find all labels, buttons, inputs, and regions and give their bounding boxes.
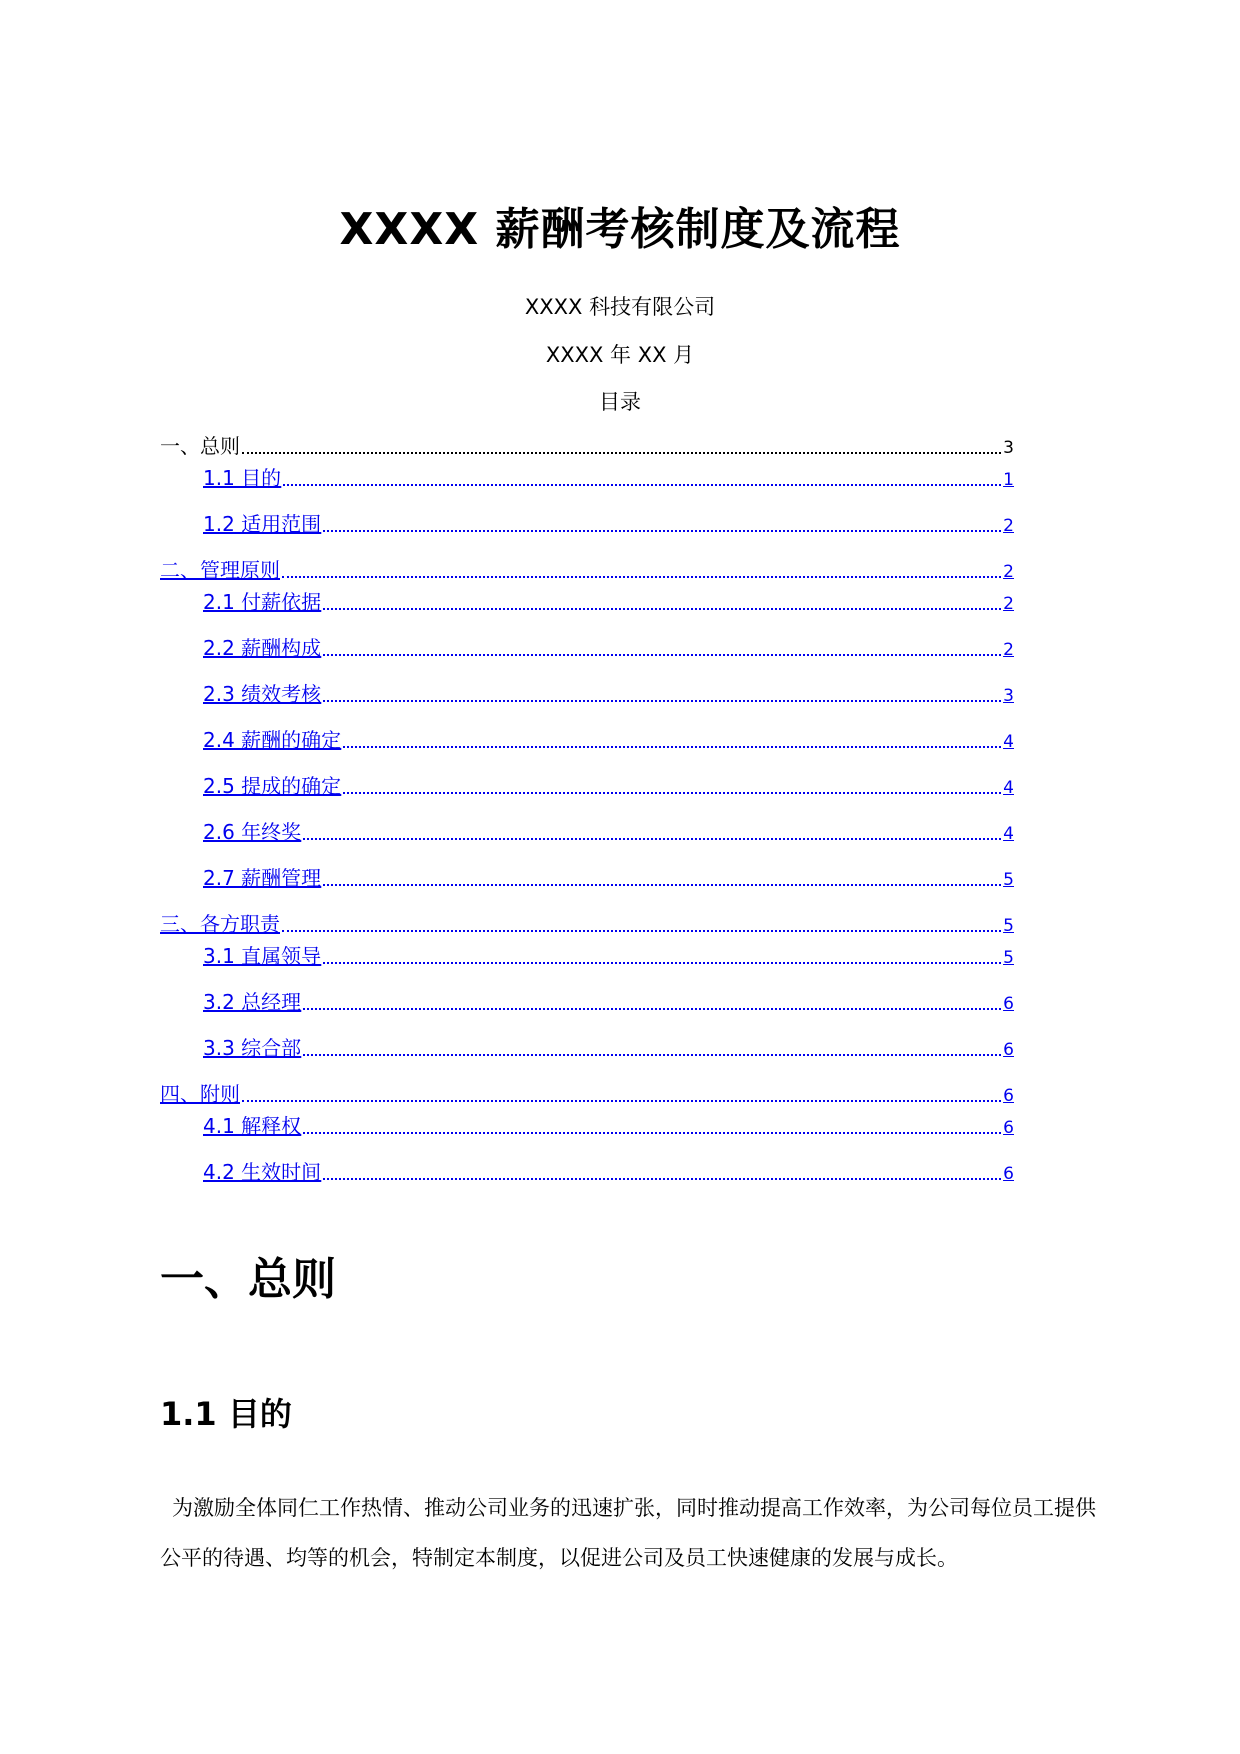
toc-entry-label: 二、管理原则 [160, 558, 280, 582]
toc-entry[interactable] [203, 588, 1014, 616]
toc-page-number: 3 [1003, 686, 1014, 706]
subsection-heading: 1.1 目的 [160, 1395, 292, 1433]
toc-entry[interactable] [203, 680, 1014, 708]
toc-dot-leader [242, 452, 1001, 454]
toc-dot-leader [323, 700, 1001, 702]
toc-page-number: 6 [1003, 1164, 1014, 1184]
toc-entry-label: 2.7 薪酬管理 [203, 866, 322, 890]
toc-entry[interactable] [160, 1080, 1014, 1108]
toc-page-number: 6 [1003, 1086, 1014, 1106]
toc-entry[interactable] [203, 726, 1014, 754]
toc-page-number: 4 [1003, 824, 1014, 844]
toc-entry[interactable] [203, 818, 1014, 846]
toc-dot-leader [283, 484, 1001, 486]
toc-page-number: 6 [1003, 1040, 1014, 1060]
toc-dot-leader [303, 1054, 1001, 1056]
toc-dot-leader [303, 1132, 1001, 1134]
toc-entry-label: 2.1 付薪依据 [203, 590, 322, 614]
toc-entry[interactable] [203, 634, 1014, 662]
toc-entry[interactable] [203, 510, 1014, 538]
toc-page-number: 5 [1003, 948, 1014, 968]
toc-entry[interactable] [203, 772, 1014, 800]
toc-entry-label: 3.1 直属领导 [203, 944, 322, 968]
toc-dot-leader [323, 530, 1001, 532]
toc-entry[interactable] [203, 988, 1014, 1016]
toc-page-number: 2 [1003, 562, 1014, 582]
toc-page-number: 1 [1003, 470, 1014, 490]
toc-page-number: 6 [1003, 1118, 1014, 1138]
toc-dot-leader [323, 654, 1001, 656]
toc-dot-leader [323, 962, 1001, 964]
toc-page-number: 3 [1003, 438, 1014, 458]
toc-dot-leader [303, 1008, 1001, 1010]
toc-page-number: 6 [1003, 994, 1014, 1014]
toc-page-number: 2 [1003, 640, 1014, 660]
toc-entry-label: 四、附则 [160, 1082, 240, 1106]
toc-entry [160, 432, 1014, 460]
toc-entry[interactable] [203, 1034, 1014, 1062]
toc-entry-label: 4.1 解释权 [203, 1114, 302, 1138]
toc-entry-label: 2.2 薪酬构成 [203, 636, 322, 660]
toc-entry[interactable] [203, 1112, 1014, 1140]
toc-entry-label: 4.2 生效时间 [203, 1160, 322, 1184]
toc-dot-leader [303, 838, 1001, 840]
toc-entry-label: 2.4 薪酬的确定 [203, 728, 342, 752]
toc-entry-label: 一、总则 [160, 434, 240, 458]
company-name: XXXX 科技有限公司 [524, 295, 716, 319]
toc-page-number: 2 [1003, 516, 1014, 536]
toc-entry-label: 三、各方职责 [160, 912, 280, 936]
toc-entry-label: 3.3 综合部 [203, 1036, 302, 1060]
toc-entry[interactable] [203, 464, 1014, 492]
toc-entry[interactable] [203, 1158, 1014, 1186]
toc-entry[interactable] [203, 864, 1014, 892]
toc-page-number: 4 [1003, 732, 1014, 752]
toc-entry-label: 1.1 目的 [203, 466, 282, 490]
toc-page-number: 5 [1003, 916, 1014, 936]
toc-entry-label: 2.5 提成的确定 [203, 774, 342, 798]
toc-entry[interactable] [160, 556, 1014, 584]
toc-dot-leader [282, 930, 1001, 932]
toc-heading: 目录 [599, 390, 641, 414]
toc-dot-leader [323, 1178, 1001, 1180]
body-paragraph: 为激励全体同仁工作热情、推动公司业务的迅速扩张，同时推动提高工作效率，为公司每位员工提供公平的待遇、均等的机会，特制定本制度，以促进公司及员工快速健康的发展与成长。 [160, 1496, 1096, 1570]
toc-entry-label: 2.3 绩效考核 [203, 682, 322, 706]
toc-page-number: 5 [1003, 870, 1014, 890]
toc-dot-leader [343, 792, 1001, 794]
toc-entry[interactable] [203, 942, 1014, 970]
section-heading: 一、总则 [160, 1254, 336, 1305]
toc-dot-leader [343, 746, 1001, 748]
toc-dot-leader [242, 1100, 1001, 1102]
toc-dot-leader [323, 608, 1001, 610]
toc-entry-label: 1.2 适用范围 [203, 512, 322, 536]
toc-dot-leader [323, 884, 1001, 886]
toc-entry[interactable] [160, 910, 1014, 938]
toc-entry-label: 3.2 总经理 [203, 990, 302, 1014]
toc-entry-label: 2.6 年终奖 [203, 820, 302, 844]
document-title: XXXX 薪酬考核制度及流程 [339, 204, 901, 255]
document-date: XXXX 年 XX 月 [545, 343, 695, 367]
toc-dot-leader [282, 576, 1001, 578]
toc-page-number: 4 [1003, 778, 1014, 798]
toc-page-number: 2 [1003, 594, 1014, 614]
